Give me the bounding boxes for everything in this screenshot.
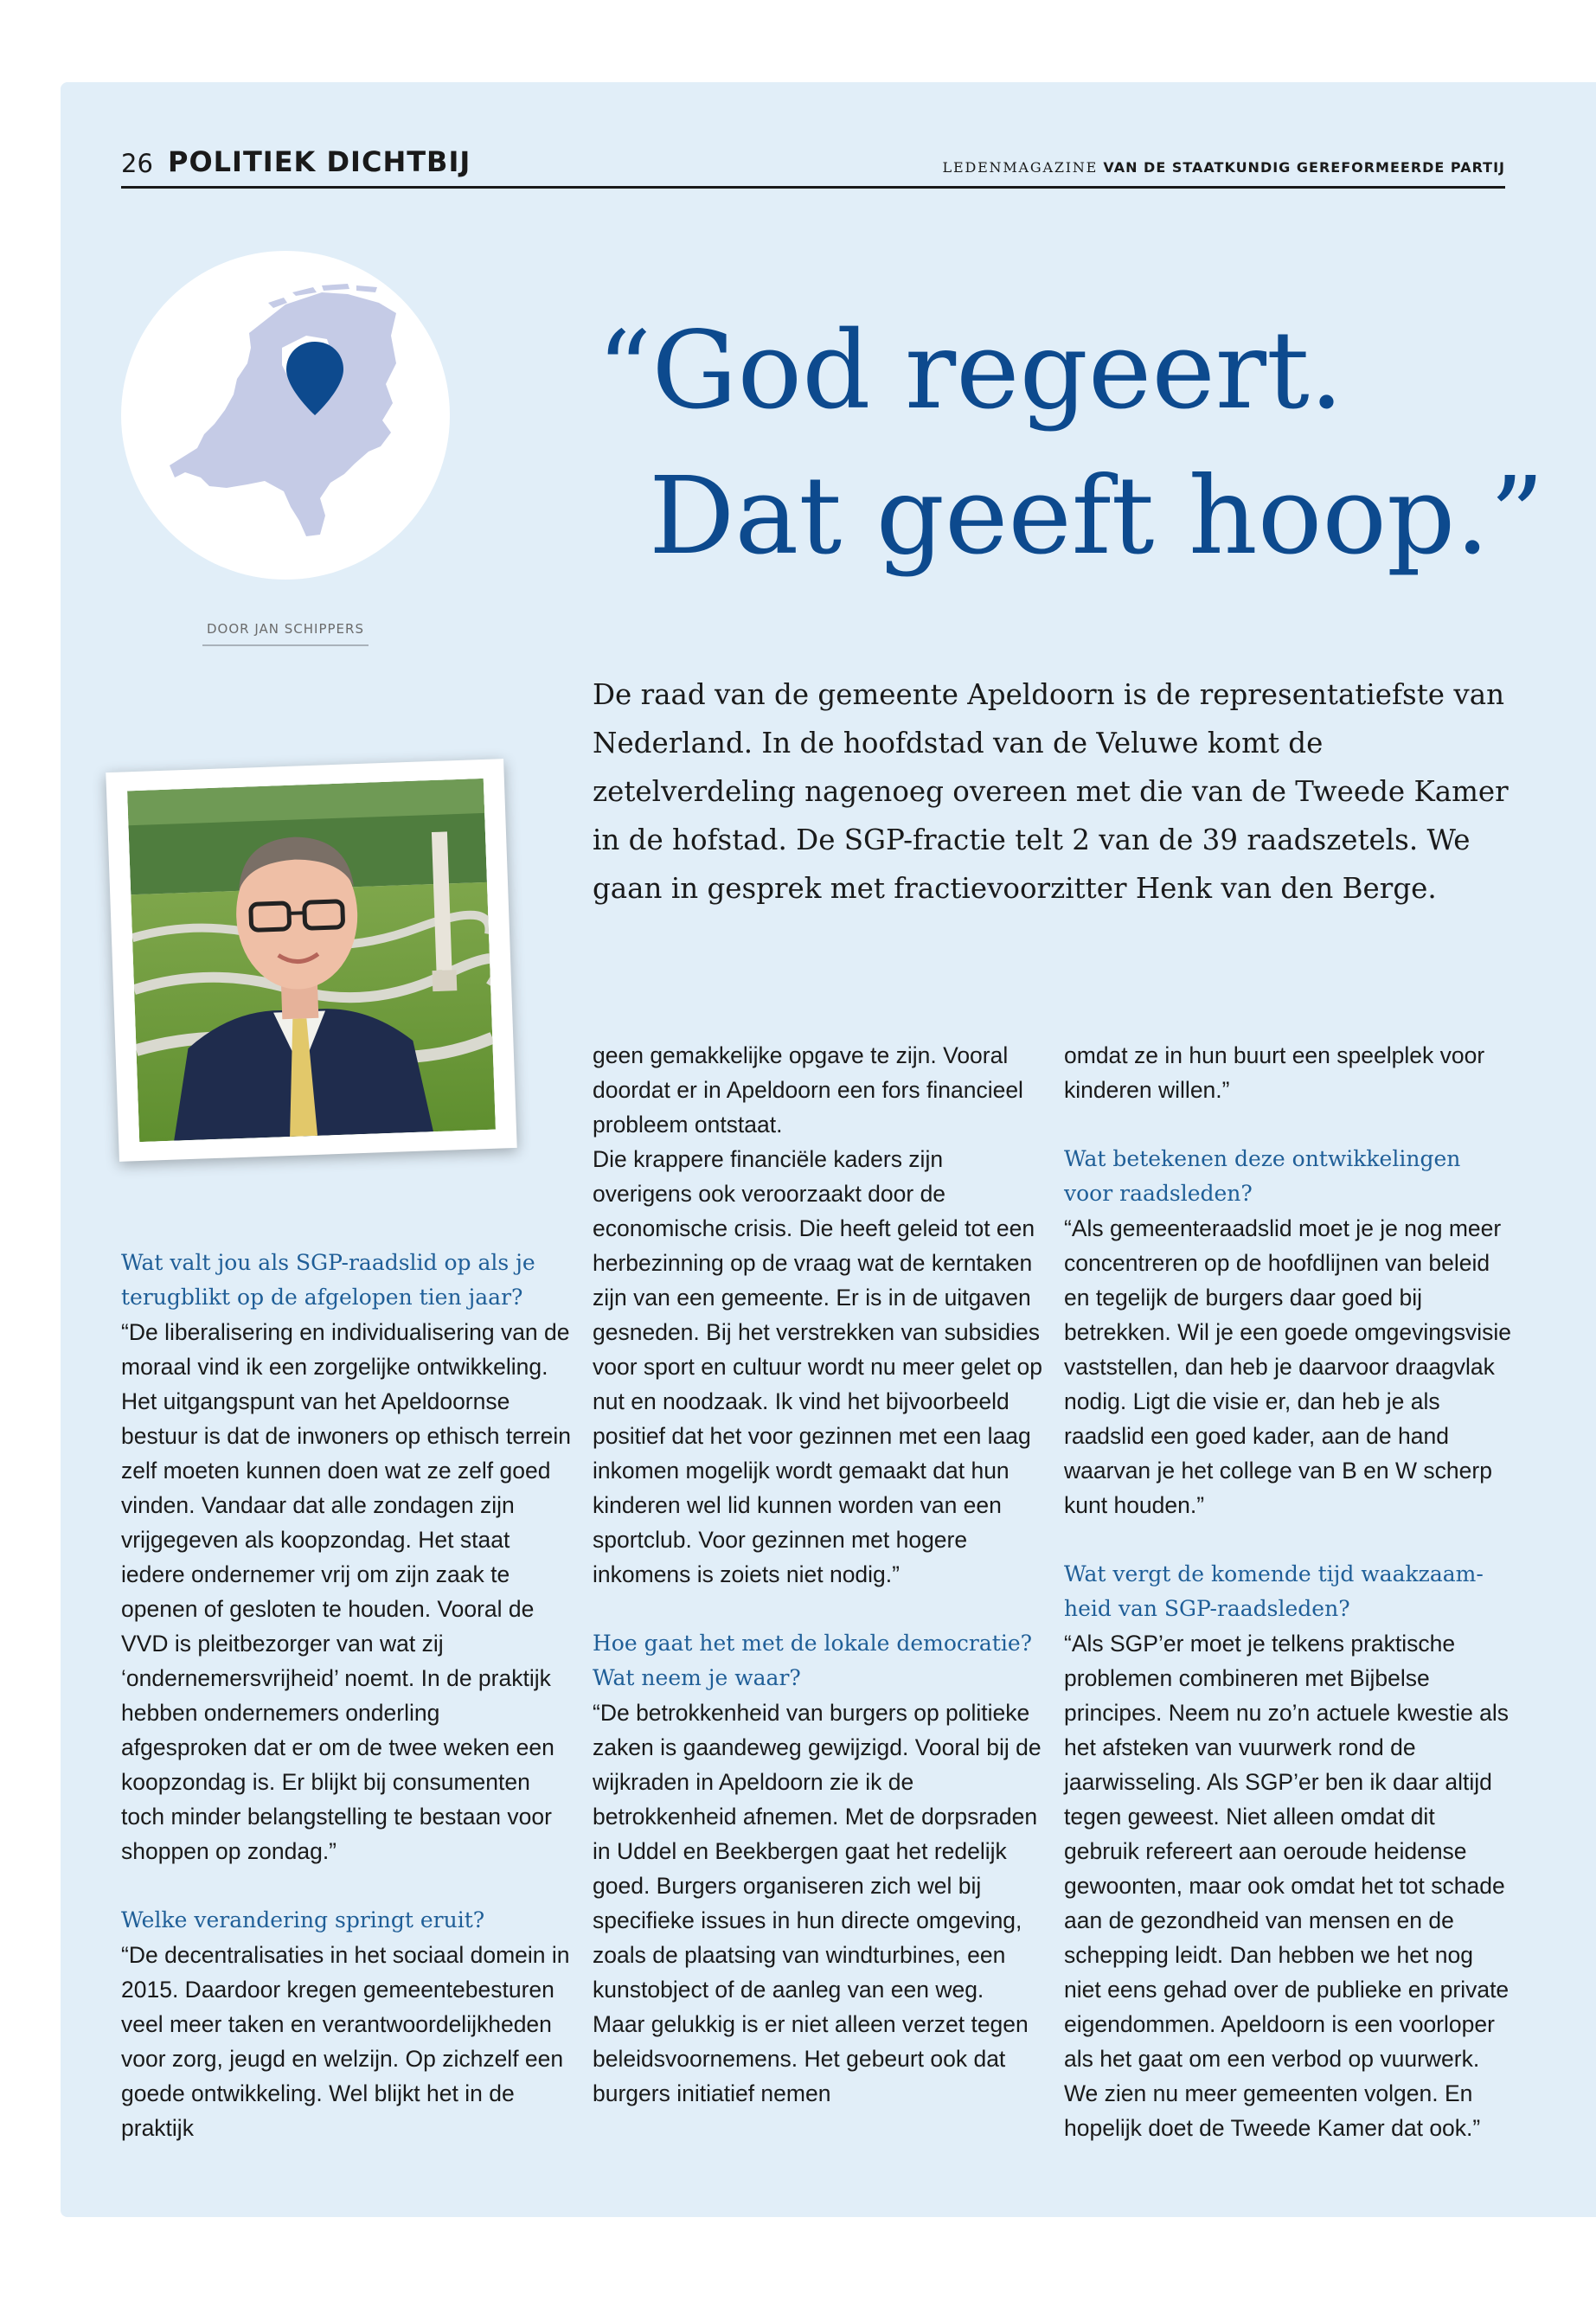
answer-3-continued: omdat ze in hun buurt een speelplek voor kinderen willen.” (1064, 1042, 1485, 1103)
map-graphic (121, 251, 450, 580)
answer-4: “Als gemeenteraadslid moet je je nog meer concentreren op de hoofdlijnen van beleid en tegelijk de burgers daar goed bij betrekken. Wil je een goede omgevingsvisie vaststellen, dan heb je daarvoor draagvlak nodig. Ligt die visie er, dan heb je als raadslid een goed kader, aan de hand waarvan je het college van B en W scherp kunt houden.” (1064, 1215, 1512, 1518)
answer-2-continued-2: Die krappere financiële kaders zijn overigens ook veroorzaakt door de economische crisis. Die heeft geleid tot een herbezinning op de vraag wat de kerntaken zijn van een gemeente. Er is in de uitgaven gesneden. Bij het verstrekken van subsidies voor sport en cultuur wordt nu meer gelet op nut en noodzaak. Ik vind het bijvoorbeeld positief dat het voor gezinnen met een laag inkomen mogelijk wordt gemaakt dat hun kinderen wel lid kunnen worden van een sportclub. Voor gezinnen met hogere inkomens is zoiets niet nodig.” (593, 1146, 1042, 1587)
question-2: Welke verandering springt eruit? (121, 1907, 485, 1932)
headline-line-1: “God regeert. (597, 309, 1344, 433)
magazine-title (943, 159, 1505, 176)
question-1: Wat valt jou als SGP-raadslid op als je terugblikt op de afgelopen tien jaar? (121, 1250, 535, 1310)
header-rule (121, 186, 1505, 189)
portrait-illustration (127, 779, 496, 1142)
intro-paragraph: De raad van de gemeente Apeldoorn is de representatiefste van Nederland. In de hoofdstad van de Veluwe komt de zetelverdeling nagenoeg overeen met die van de Tweede Kamer in de hofstad. De SGP-fractie telt 2 van de 39 raadszetels. We gaan in gesprek met fractievoorzitter Henk van den Berge. (593, 678, 1509, 905)
netherlands-shape (170, 292, 396, 536)
article-column-3 (1064, 1038, 1514, 2145)
article-column-1 (121, 1246, 571, 2145)
page-number: 26 (121, 149, 153, 178)
answer-5: “Als SGP’er moet je telkens praktische problemen combineren met Bijbelse principes. Neem nu zo’n actuele kwestie als het afsteken van vuurwerk rond de jaarwisseling. Als SGP’er ben ik daar altijd tegen geweest. Niet alleen omdat dit gebruik refereert aan oeroude heidense gewoonten, maar ook omdat het tot schade aan de gezondheid van mensen en de schepping leidt. Dan hebben we het nog niet eens gehad over de publieke en private eigendommen. Apeldoorn is een voorloper als het gaat om een verbod op vuurwerk. We zien nu meer gemeenten volgen. En hopelijk doet de Tweede Kamer dat ook.” (1064, 1631, 1509, 2141)
question-3: Hoe gaat het met de lokale democratie? Wat neem je waar? (593, 1631, 1033, 1690)
section-title: POLITIEK DICHTBIJ (168, 145, 471, 178)
question-5: Wat vergt de komende tijd waakzaamheid van SGP-raadsleden? (1064, 1561, 1484, 1621)
byline: DOOR JAN SCHIPPERS (202, 621, 369, 646)
answer-2-continued: geen gemakkelijke opgave te zijn. Vooral doordat er in Apeldoorn een fors financieel probleem ontstaat. (593, 1042, 1023, 1138)
answer-1: “De liberalisering en individualisering van de moraal vind ik een zorgelijke ontwikkeling. Het uitgangspunt van het Apeldoornse bestuur is dat de inwoners op ethisch terrein zelf moeten kunnen doen wat ze zelf goed vinden. Vandaar dat alle zondagen zijn vrijgegeven als koopzondag. Het staat iedere ondernemer vrij om zijn zaak te openen of gesloten te houden. Vooral de VVD is pleitbezorger van wat zij ‘ondernemersvrijheid’ noemt. In de praktijk hebben ondernemers onderling afgesproken dat er om de twee weken een koopzondag is. Er blijkt bij consumenten toch minder belangstelling te bestaan voor shoppen op zondag.” (121, 1319, 571, 1864)
headline-line-2: Dat geeft hoop.” (649, 454, 1545, 579)
page-header (121, 145, 1505, 189)
answer-2: “De decentralisaties in het sociaal domein in 2015. Daardoor kregen gemeentebesturen veel meer taken en verantwoordelijkheden voor zorg, jeugd en welzijn. Op zichzelf een goede ontwikkeling. Wel blijkt het in de praktijk (121, 1942, 570, 2141)
question-4: Wat betekenen deze ontwikkelingen voor raadsleden? (1064, 1146, 1461, 1206)
answer-3: “De betrokkenheid van burgers op politieke zaken is gaandeweg gewijzigd. Vooral bij de wijkraden in Apeldoorn zie ik de betrokkenheid afnemen. Met de dorpsraden in Uddel en Beekbergen gaat het redelijk goed. Burgers organiseren zich wel bij specifieke issues in hun directe omgeving, zoals de plaatsing van windturbines, een kunstobject of de aanleg van een weg. Maar gelukkig is er niet alleen verzet tegen beleidsvoornemens. Het gebeurt ook dat burgers initiatief nemen (593, 1700, 1042, 2106)
magazine-name: VAN DE STAATKUNDIG GEREFORMEERDE PARTIJ (1103, 159, 1505, 176)
headline (597, 298, 1545, 589)
portrait-photo (106, 759, 516, 1162)
magazine-prefix: LEDENMAGAZINE (942, 159, 1099, 176)
article-column-2 (593, 1038, 1042, 2111)
netherlands-map (121, 251, 450, 580)
